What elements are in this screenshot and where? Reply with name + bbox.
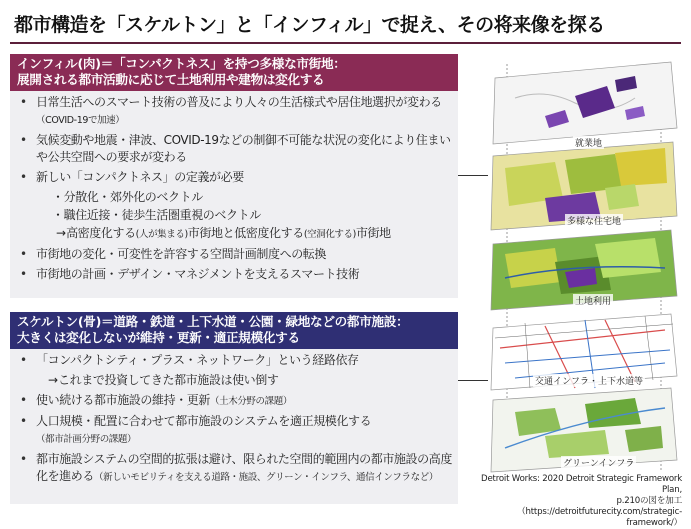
list-subitem: ・分散化・郊外化のベクトル bbox=[52, 190, 203, 204]
page-title: 都市構造を「スケルトン」と「インフィル」で捉え、その将来像を探る bbox=[14, 14, 605, 36]
map-label-infra: 交通インフラ・上下水道等 bbox=[533, 374, 645, 387]
skeleton-section bbox=[10, 312, 458, 504]
infill-connector bbox=[458, 175, 488, 176]
detroit-framework-illustration bbox=[485, 58, 681, 478]
list-item: • 日常生活へのスマート技術の普及により人々の生活様式や居住地選択が変わる（COVID-19で加速） bbox=[18, 94, 452, 129]
credit-line2: p.210の図を加工 bbox=[616, 496, 682, 506]
employment-layer bbox=[493, 62, 677, 144]
list-subitem: ・職住近接・徒歩生活圏重視のベクトル bbox=[52, 208, 261, 222]
list-item: • 市街地の計画・デザイン・マネジメントを支えるスマート技術 bbox=[18, 266, 452, 283]
layered-map-svg bbox=[485, 58, 681, 478]
skeleton-header-line1: スケルトン(骨)＝道路・鉄道・上下水道・公園・緑地などの都市施設： bbox=[17, 314, 409, 329]
skeleton-connector bbox=[458, 380, 488, 381]
credit-line1: Detroit Works: 2020 Detroit Strategic Framework Plan, bbox=[481, 474, 682, 495]
credit-line3: （https://detroitfuturecity.com/strategic-framework/） bbox=[517, 507, 682, 528]
list-arrow-item: →高密度化する(人が集まる)市街地と低密度化する(空洞化する)市街地 bbox=[56, 226, 391, 240]
skeleton-header-line2: 大きくは変化しないが維持・更新・適正規模化する bbox=[17, 330, 300, 345]
infill-header bbox=[10, 54, 458, 91]
skeleton-header bbox=[10, 312, 458, 349]
map-label-landuse: 土地利用 bbox=[573, 294, 613, 307]
list-arrow-item: →これまで投資してきた都市施設は使い倒す bbox=[48, 373, 279, 387]
list-item: • 市街地の変化・可変性を許容する空間計画制度への転換 bbox=[18, 246, 452, 263]
list-item: • 気候変動や地震・津波、COVID-19などの制御不可能な状況の変化により住まいや公共空間への要求が変わる bbox=[18, 132, 452, 166]
list-item: • 新しい「コンパクトネス」の定義が必要 bbox=[18, 169, 452, 186]
infill-header-line1: インフィル(肉)＝「コンパクトネス」を持つ多様な市街地： bbox=[17, 56, 346, 71]
list-item: • 使い続ける都市施設の維持・更新（土木分野の課題） bbox=[18, 392, 452, 410]
list-item: • 人口規模・配置に合わせて都市施設のシステムを適正規模化する （都市計画分野の課題） bbox=[18, 413, 452, 448]
infill-section bbox=[10, 54, 458, 298]
skeleton-list bbox=[10, 349, 458, 486]
infill-header-line2: 展開される都市活動に応じて土地利用や建物は変化する bbox=[17, 72, 325, 87]
map-label-employment: 就業地 bbox=[573, 136, 604, 149]
title-underline bbox=[10, 42, 681, 44]
map-label-housing: 多様な住宅地 bbox=[565, 214, 623, 227]
list-item: • 都市施設システムの空間的拡張は避け、限られた空間的範囲内の都市施設の高度化を進める（新しいモビリティを支える道路・施設、グリーン・インフラ、通信インフラなど） bbox=[18, 451, 452, 486]
list-item: • 「コンパクトシティ・プラス・ネットワーク」という経路依存 bbox=[18, 352, 452, 369]
image-credit bbox=[470, 474, 682, 529]
infill-list bbox=[10, 91, 458, 283]
map-label-green: グリーンインフラ bbox=[561, 456, 636, 469]
